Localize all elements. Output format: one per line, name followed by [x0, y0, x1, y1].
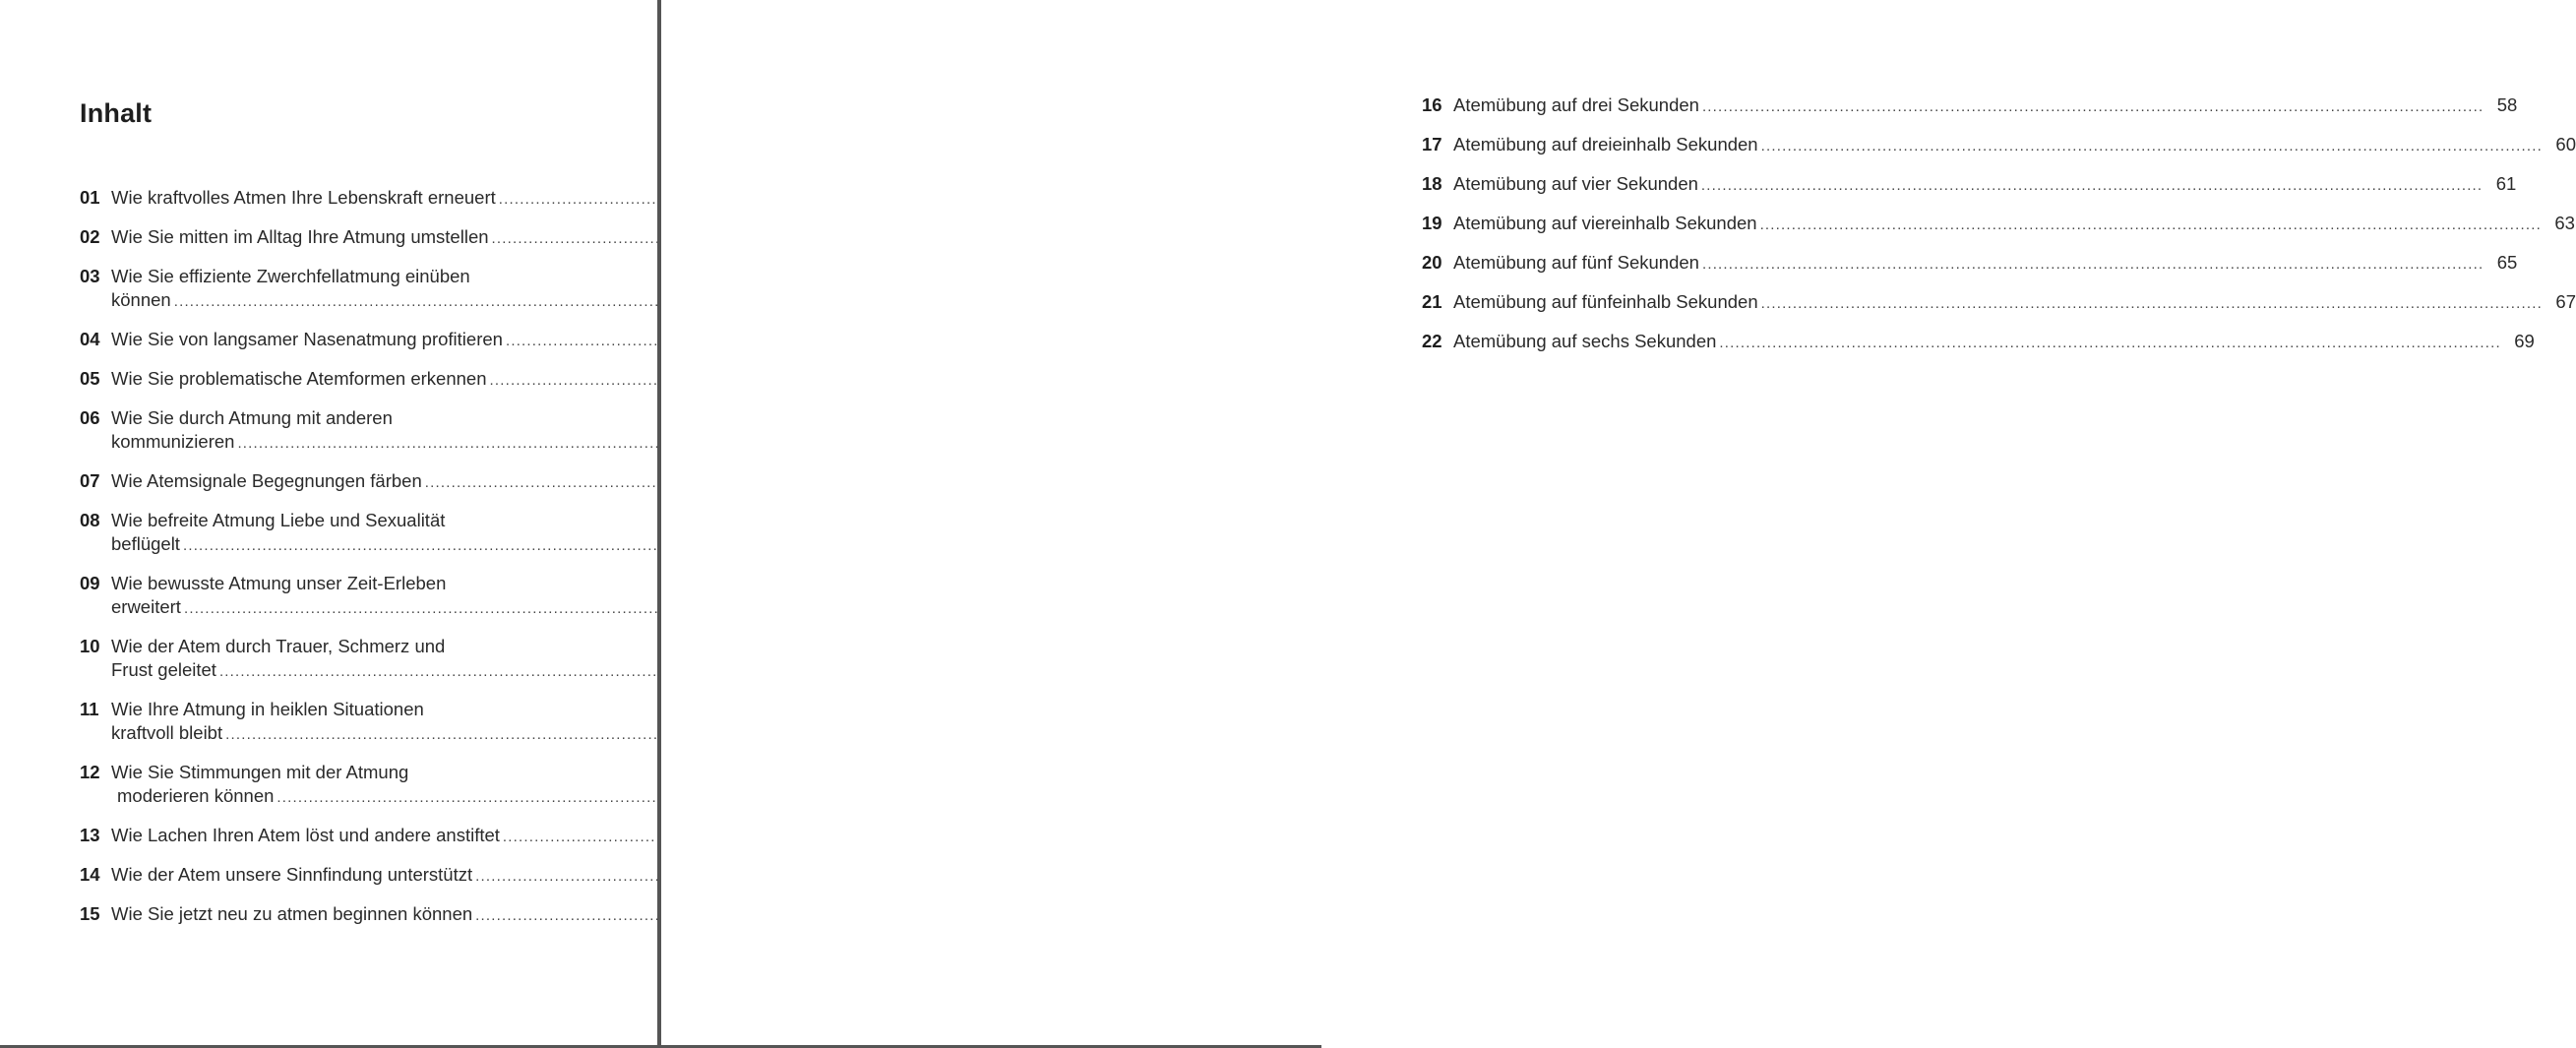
page-number: 60	[2555, 134, 2576, 154]
dot-leader	[1701, 174, 2483, 198]
chapter-number: 06	[80, 407, 100, 428]
toc-row	[80, 595, 561, 621]
chapter-number: 18	[1422, 173, 1442, 194]
toc-entry[interactable]	[1422, 251, 2518, 277]
toc-entry[interactable]	[80, 225, 561, 251]
dot-leader	[1760, 214, 2542, 237]
chapter-title: Atemübung auf dreieinhalb Sekunden	[1453, 134, 1758, 154]
chapter-number: 05	[80, 368, 100, 389]
page-number: 67	[2555, 291, 2576, 312]
toc-row	[80, 186, 561, 212]
chapter-number: 08	[80, 510, 100, 530]
toc-row	[1422, 172, 2517, 198]
chapter-title: kommunizieren	[111, 431, 235, 452]
chapter-title-line: Wie Sie durch Atmung mit anderen	[111, 407, 393, 428]
chapter-number: 01	[80, 187, 100, 208]
chapter-number: 07	[80, 470, 100, 491]
chapter-number: 13	[80, 825, 100, 845]
chapter-title: beflügelt	[111, 533, 180, 554]
chapter-title: Atemübung auf drei Sekunden	[1453, 94, 1699, 115]
chapter-number: 15	[80, 903, 100, 924]
chapter-title: Wie Sie problematische Atemformen erkennen	[111, 368, 487, 389]
toc-entry[interactable]	[80, 863, 561, 889]
toc-entry[interactable]	[80, 509, 561, 558]
chapter-title-line: Wie Sie Stimmungen mit der Atmung	[111, 762, 409, 782]
toc-row	[1422, 290, 2576, 316]
dot-leader	[1702, 95, 2484, 119]
chapter-title: Frust geleitet	[111, 659, 216, 680]
chapter-title: Atemübung auf fünf Sekunden	[1453, 252, 1699, 273]
toc-entry[interactable]	[80, 635, 561, 684]
chapter-number: 20	[1422, 252, 1442, 273]
toc-row	[80, 863, 561, 889]
toc-row	[80, 532, 561, 558]
toc-row	[80, 784, 561, 810]
toc-entry[interactable]	[80, 367, 561, 393]
chapter-title: Atemübung auf sechs Sekunden	[1453, 331, 1717, 351]
toc-row	[80, 367, 561, 393]
toc-entry[interactable]	[80, 265, 561, 314]
toc-row	[1422, 133, 2576, 158]
toc-row	[1422, 212, 2575, 237]
toc-entry[interactable]	[80, 902, 561, 928]
toc-row	[80, 288, 561, 314]
toc-entry[interactable]	[1422, 133, 2576, 158]
chapter-title: Wie kraftvolles Atmen Ihre Lebenskraft erneuert	[111, 187, 496, 208]
left-page	[0, 0, 657, 1048]
chapter-title: moderieren können	[117, 785, 275, 806]
toc-entry[interactable]	[80, 406, 561, 456]
chapter-number: 14	[80, 864, 100, 885]
toc-row	[80, 225, 561, 251]
chapter-number: 19	[1422, 213, 1442, 233]
chapter-title: können	[111, 289, 171, 310]
chapter-title-line: Wie Ihre Atmung in heiklen Situationen	[111, 699, 424, 719]
chapter-number: 22	[1422, 331, 1442, 351]
toc-row	[80, 658, 561, 684]
chapter-number: 09	[80, 573, 100, 593]
toc-entry[interactable]	[1422, 172, 2517, 198]
chapter-title: Atemübung auf viereinhalb Sekunden	[1453, 213, 1757, 233]
chapter-title: kraftvoll bleibt	[111, 722, 223, 743]
chapter-title: Atemübung auf vier Sekunden	[1453, 173, 1698, 194]
right-page	[661, 0, 2576, 1048]
toc-row	[1422, 330, 2535, 355]
chapter-title: Wie Atemsignale Begegnungen färben	[111, 470, 422, 491]
chapter-number: 17	[1422, 134, 1442, 154]
dot-leader	[1702, 253, 2484, 277]
toc-row	[80, 328, 561, 353]
toc-entry[interactable]	[80, 186, 561, 212]
toc-entry[interactable]	[1422, 290, 2576, 316]
chapter-number: 16	[1422, 94, 1442, 115]
chapter-number: 02	[80, 226, 100, 247]
toc-list-right	[1422, 93, 2576, 369]
toc-row	[80, 721, 561, 747]
chapter-number: 10	[80, 636, 100, 656]
chapter-title: Wie Sie jetzt neu zu atmen beginnen können	[111, 903, 473, 924]
page-number: 61	[2495, 173, 2517, 194]
page-number: 58	[2496, 94, 2518, 115]
toc-row	[1422, 93, 2518, 119]
toc-entry[interactable]	[80, 328, 561, 353]
toc-entry[interactable]	[1422, 212, 2575, 237]
toc-row	[80, 902, 561, 928]
toc-row	[1422, 251, 2518, 277]
toc-entry[interactable]	[80, 698, 561, 747]
chapter-number: 21	[1422, 291, 1442, 312]
page-number: 69	[2514, 331, 2535, 351]
toc-row	[80, 824, 561, 849]
toc-entry[interactable]	[80, 572, 561, 621]
toc-row	[80, 430, 561, 456]
toc-entry[interactable]	[1422, 330, 2535, 355]
toc-list-left	[80, 186, 561, 942]
page-number: 65	[2496, 252, 2518, 273]
chapter-title-line: Wie Sie effiziente Zwerchfellatmung einüben	[111, 266, 470, 286]
dot-leader	[1761, 135, 2543, 158]
toc-entry[interactable]	[80, 761, 561, 810]
chapter-title: erweitert	[111, 596, 181, 617]
chapter-title: Wie Lachen Ihren Atem löst und andere anstiftet	[111, 825, 500, 845]
toc-entry[interactable]	[80, 824, 561, 849]
dot-leader	[1719, 332, 2500, 355]
chapter-title-line: Wie bewusste Atmung unser Zeit-Erleben	[111, 573, 447, 593]
chapter-number: 12	[80, 762, 100, 782]
chapter-number: 04	[80, 329, 100, 349]
toc-entry[interactable]	[1422, 93, 2518, 119]
toc-row	[80, 469, 561, 495]
dot-leader	[1761, 292, 2543, 316]
chapter-title: Wie der Atem unsere Sinnfindung unterstützt	[111, 864, 473, 885]
toc-entry[interactable]	[80, 469, 561, 495]
page-number: 63	[2554, 213, 2575, 233]
chapter-number: 11	[80, 699, 99, 719]
chapter-number: 03	[80, 266, 100, 286]
chapter-title-line: Wie befreite Atmung Liebe und Sexualität	[111, 510, 446, 530]
chapter-title: Wie Sie mitten im Alltag Ihre Atmung umstellen	[111, 226, 489, 247]
page-title: Inhalt	[80, 98, 153, 128]
chapter-title-line: Wie der Atem durch Trauer, Schmerz und	[111, 636, 446, 656]
chapter-title: Atemübung auf fünfeinhalb Sekunden	[1453, 291, 1758, 312]
chapter-title: Wie Sie von langsamer Nasenatmung profitieren	[111, 329, 503, 349]
